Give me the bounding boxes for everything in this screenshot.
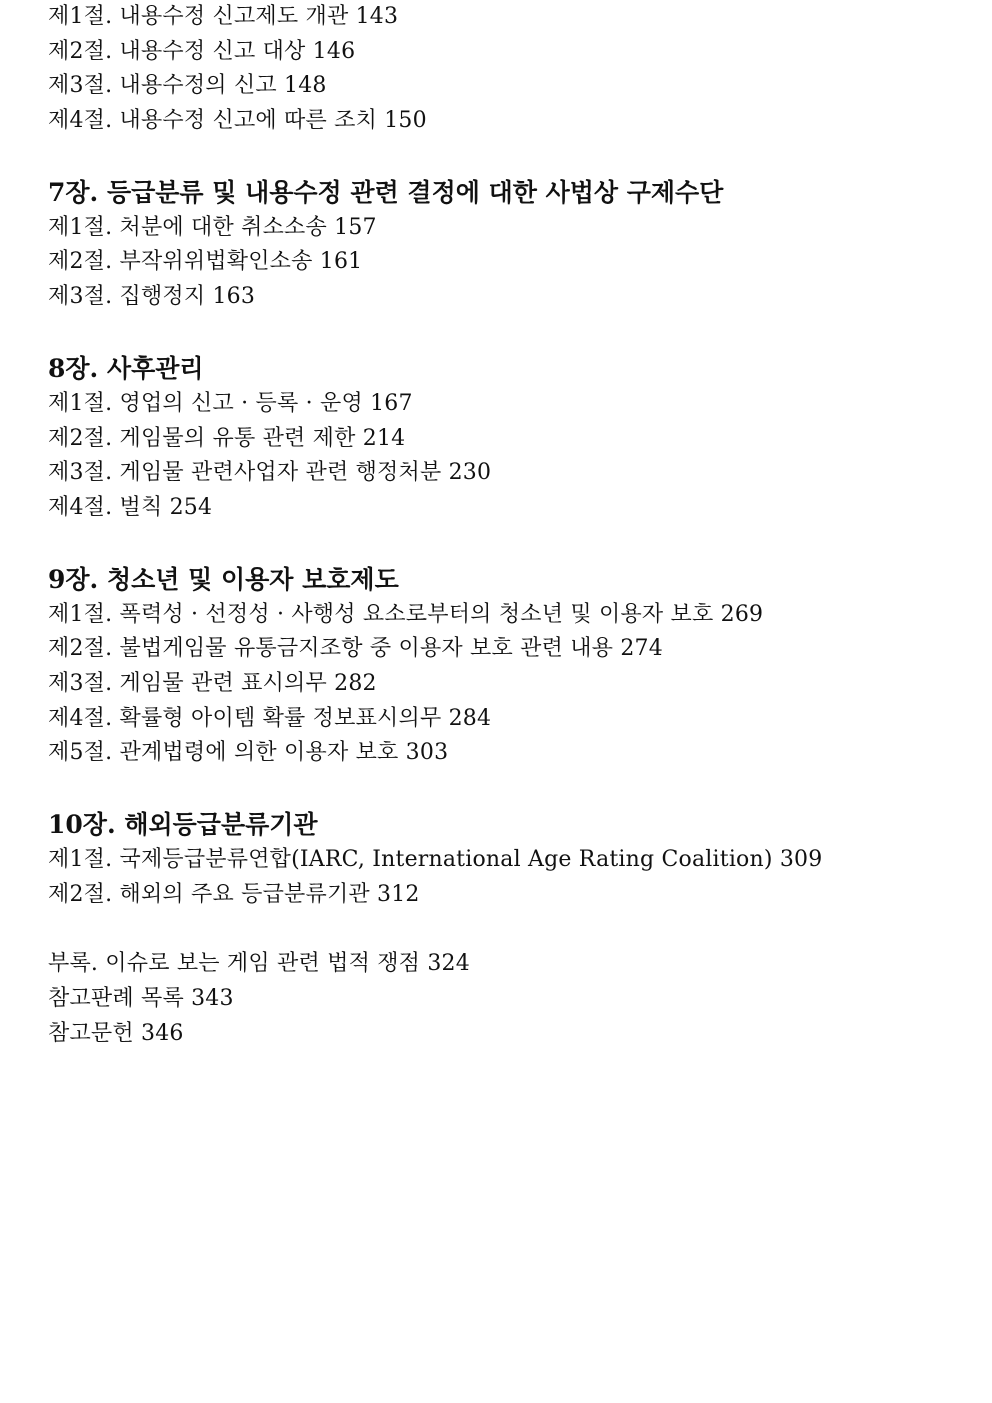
section-spacer bbox=[48, 912, 948, 947]
toc-entry[interactable]: 제3절. 집행정지 163 bbox=[48, 284, 256, 310]
toc-entry[interactable]: 제2절. 부작위위법확인소송 161 bbox=[48, 249, 363, 275]
toc-entry[interactable]: 제2절. 불법게임물 유통금지조항 중 이용자 보호 관련 내용 274 bbox=[48, 636, 663, 662]
toc-entry[interactable]: 제1절. 내용수정 신고제도 개관 143 bbox=[48, 4, 399, 29]
toc-block-appendix bbox=[48, 947, 948, 1051]
toc-entry[interactable]: 제4절. 확률형 아이템 확률 정보표시의무 284 bbox=[48, 705, 492, 731]
section-spacer bbox=[48, 315, 948, 351]
toc-entry[interactable]: 제1절. 처분에 대한 취소소송 157 bbox=[48, 214, 377, 240]
chapter-heading[interactable]: 8장. 사후관리 bbox=[48, 353, 204, 383]
toc-block-ch10 bbox=[48, 807, 948, 912]
toc-entry[interactable]: 제2절. 해외의 주요 등급분류기관 312 bbox=[48, 881, 420, 907]
toc-entry[interactable]: 참고문헌 346 bbox=[48, 1020, 184, 1046]
chapter-heading[interactable]: 10장. 해외등급분류기관 bbox=[48, 810, 318, 839]
toc-entry[interactable]: 제4절. 벌칙 254 bbox=[48, 494, 213, 520]
section-spacer bbox=[48, 139, 948, 175]
section-spacer bbox=[48, 771, 948, 807]
toc-entry[interactable]: 제4절. 내용수정 신고에 따른 조치 150 bbox=[48, 108, 427, 134]
toc-entry[interactable]: 제3절. 게임물 관련사업자 관련 행정처분 230 bbox=[48, 460, 492, 486]
toc-entry[interactable]: 제1절. 폭력성 · 선정성 · 사행성 요소로부터의 청소년 및 이용자 보호 269 bbox=[48, 601, 764, 627]
toc-entry[interactable]: 제2절. 게임물의 유통 관련 제한 214 bbox=[48, 425, 406, 451]
toc-entry[interactable]: 제3절. 게임물 관련 표시의무 282 bbox=[48, 670, 377, 696]
toc-entry[interactable]: 부록. 이슈로 보는 게임 관련 법적 쟁점 324 bbox=[48, 951, 470, 977]
toc-block-ch9 bbox=[48, 562, 948, 771]
toc-block-ch7 bbox=[48, 175, 948, 315]
chapter-heading[interactable]: 7장. 등급분류 및 내용수정 관련 결정에 대한 사법상 구제수단 bbox=[48, 177, 724, 207]
section-spacer bbox=[48, 526, 948, 562]
toc-entry[interactable]: 제2절. 내용수정 신고 대상 146 bbox=[48, 38, 356, 64]
toc-entry[interactable]: 제5절. 관계법령에 의한 이용자 보호 303 bbox=[48, 740, 449, 766]
toc-entry[interactable]: 제1절. 영업의 신고 · 등록 · 운영 167 bbox=[48, 390, 413, 416]
toc-entry[interactable]: 제3절. 내용수정의 신고 148 bbox=[48, 73, 327, 99]
toc-block-ch6-continued bbox=[48, 0, 948, 139]
table-of-contents bbox=[48, 0, 948, 1051]
toc-entry[interactable]: 제1절. 국제등급분류연합(IARC, International Age Rating Coalition) 309 bbox=[48, 847, 823, 872]
toc-block-ch8 bbox=[48, 351, 948, 526]
toc-entry[interactable]: 참고판례 목록 343 bbox=[48, 986, 234, 1012]
chapter-heading[interactable]: 9장. 청소년 및 이용자 보호제도 bbox=[48, 564, 399, 594]
